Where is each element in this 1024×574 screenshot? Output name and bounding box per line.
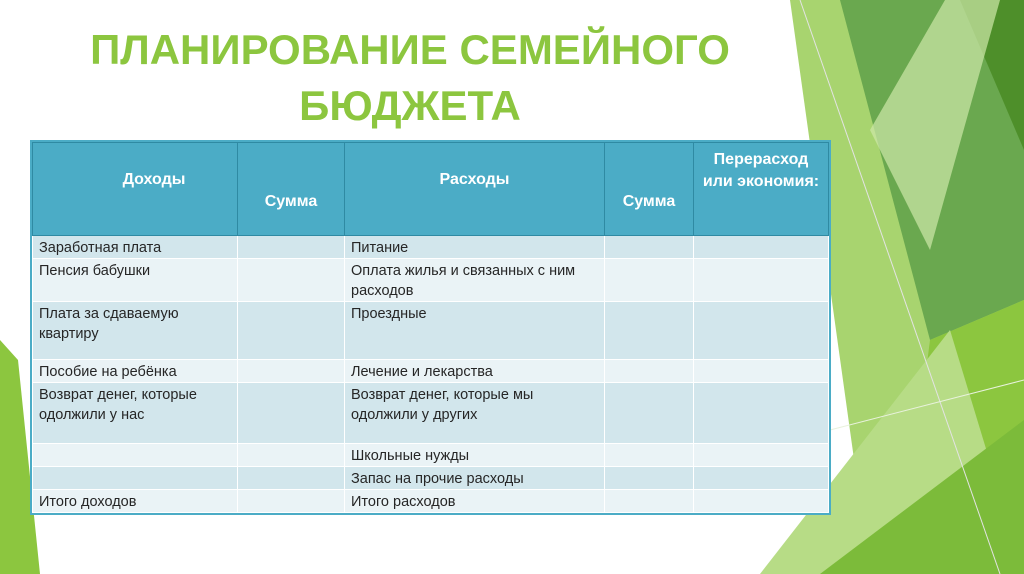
expense-sum-cell[interactable] (605, 236, 694, 259)
table-header-row (33, 143, 829, 236)
header-expense: Расходы (345, 143, 605, 236)
title-line-1: ПЛАНИРОВАНИЕ СЕМЕЙНОГО (90, 26, 730, 73)
table-row (33, 302, 829, 360)
result-cell[interactable] (694, 236, 829, 259)
table-row (33, 490, 829, 513)
table-row (33, 383, 829, 444)
income-sum-cell[interactable] (238, 490, 345, 513)
result-cell[interactable] (694, 383, 829, 444)
expense-sum-cell[interactable] (605, 444, 694, 467)
income-sum-cell[interactable] (238, 467, 345, 490)
header-income-sum: Сумма (238, 143, 345, 236)
income-sum-cell[interactable] (238, 236, 345, 259)
result-cell[interactable] (694, 360, 829, 383)
title-line-2: БЮДЖЕТА (299, 82, 521, 129)
income-cell (33, 444, 238, 467)
income-cell: Заработная плата (33, 236, 238, 259)
result-cell[interactable] (694, 302, 829, 360)
result-cell[interactable] (694, 490, 829, 513)
page-title (60, 22, 760, 134)
income-cell: Пенсия бабушки (33, 259, 238, 302)
table-row (33, 444, 829, 467)
income-sum-cell[interactable] (238, 444, 345, 467)
header-expense-sum: Сумма (605, 143, 694, 236)
expense-cell: Проездные (345, 302, 605, 360)
expense-sum-cell[interactable] (605, 259, 694, 302)
table-row (33, 236, 829, 259)
expense-sum-cell[interactable] (605, 490, 694, 513)
expense-cell: Оплата жилья и связанных с ним расходов (345, 259, 605, 302)
table-row (33, 467, 829, 490)
header-income: Доходы (33, 143, 238, 236)
result-cell[interactable] (694, 259, 829, 302)
budget-table (32, 142, 829, 513)
header-result: Перерасход или экономия: (694, 143, 829, 236)
income-cell: Возврат денег, которые одолжили у нас (33, 383, 238, 444)
income-sum-cell[interactable] (238, 383, 345, 444)
expense-cell: Школьные нужды (345, 444, 605, 467)
expense-cell: Итого расходов (345, 490, 605, 513)
expense-sum-cell[interactable] (605, 360, 694, 383)
income-sum-cell[interactable] (238, 360, 345, 383)
expense-sum-cell[interactable] (605, 383, 694, 444)
table-row (33, 360, 829, 383)
expense-sum-cell[interactable] (605, 302, 694, 360)
income-sum-cell[interactable] (238, 259, 345, 302)
income-cell: Плата за сдаваемую квартиру (33, 302, 238, 360)
table-row (33, 259, 829, 302)
result-cell[interactable] (694, 467, 829, 490)
expense-cell: Возврат денег, которые мы одолжили у других (345, 383, 605, 444)
expense-sum-cell[interactable] (605, 467, 694, 490)
income-cell: Итого доходов (33, 490, 238, 513)
income-cell: Пособие на ребёнка (33, 360, 238, 383)
income-sum-cell[interactable] (238, 302, 345, 360)
expense-cell: Запас на прочие расходы (345, 467, 605, 490)
result-cell[interactable] (694, 444, 829, 467)
expense-cell: Лечение и лекарства (345, 360, 605, 383)
expense-cell: Питание (345, 236, 605, 259)
income-cell (33, 467, 238, 490)
